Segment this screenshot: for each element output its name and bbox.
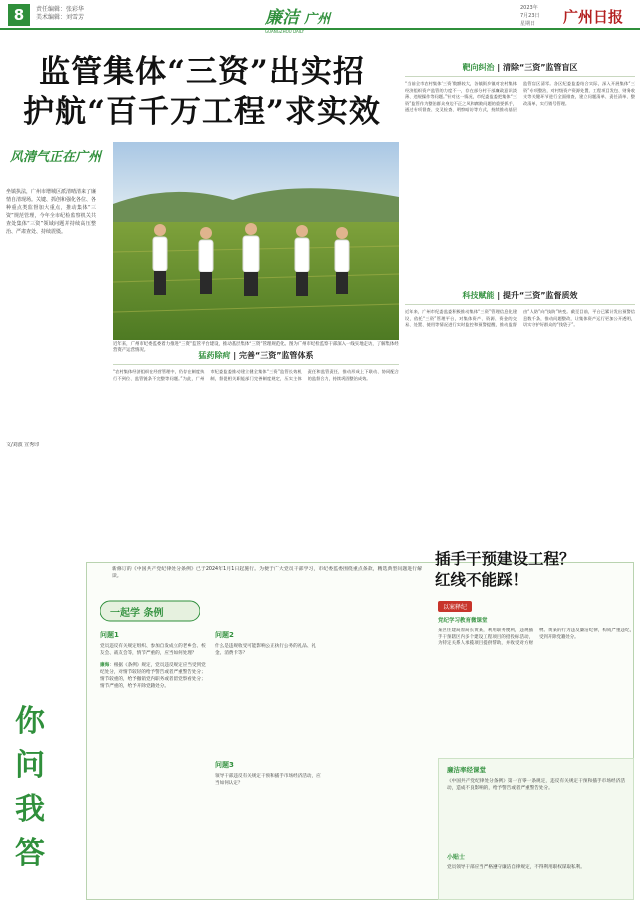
field-photo (113, 142, 399, 340)
feature-title: 插手干预建设工程？ 红线不能踩！ (435, 549, 575, 589)
lead-column: 坐镇执法，广州市增城区派清晴清来了廉情自清现场。关键、抓创和强化各位、各种重点类监督加大重点，推动集体“三资”规范管理，今年全市纪检监察机关共查处集体“三资”领域问题并持续高压整治、严肃查处、持续震慑。 文/刘波 宣秀印 (6, 189, 96, 448)
section-1: 靶向纠治 | 清除“三资”监管盲区 “当前全市农村集体‘三资’数额较大，各镇街乡镇对农村集体经济组织资产监管的力度不一，存在部分村干部廉政意识淡薄、违规操作等问题。”针对这一情况，市纪委监委把集体“三资”监管作为整治群众身边不正之风和腐败问题的重要抓手，通过专项督查、交叉检查、明察暗访等方式，持续推动基层监管盲区清零。各区纪委监委结合实际，深入开展集体“三资”专项整治，对村级资产资源处置、工程项目发包、财务收支等关键环节进行全面排查，建立问题清单、责任清单、整改清单，实行销号管理。 (405, 63, 635, 113)
case-banner: 一起学 条例 (100, 597, 200, 625)
question-3: 问题3 领导干部违反有关规定干预和插手市场经济活动，应当如何认定？ (215, 761, 321, 786)
case-intro: 新修订的《中国共产党纪律处分条例》已于2024年1月1日起施行。为便于广大党员干部学习，市纪委监委围绕重点条款，精选典型问题进行解读。 (112, 567, 422, 579)
editor-meta: 责任编辑：张彩华 美术编辑：刘雪芳 (36, 6, 85, 21)
feature-body: 以案释纪 党纪学习教育微课堂 某区住建局原局长黄某，利用职务便利，违规插手干预辖区内多个建设工程项目的招投标活动，为特定关系人承揽项目提供帮助，并收受对方财物。黄某的行为违反廉洁纪律，构成严重违纪，受到开除党籍处分。 (438, 594, 634, 778)
page-headline: 监管集体“三资”出实招 护航“百千万工程”求实效 (23, 54, 381, 130)
page-header (0, 0, 640, 34)
paper-name: 广州日报 (563, 8, 624, 26)
section-2: 科技赋能 | 提升“三资”监督质效 近年来，广州市纪委监委积极推动集体“三资”管理信息化建设，依托“三资”管理平台，对集体资产、资源、资金的交易、处置、使用等情况进行实时监控和预警提醒，推动监督由“人防”向“技防”转变。截至目前，平台已累计发出预警信息数千条，推动问题整改，让集体资产运行更加公开透明，切实守护好群众的“钱袋子”。 (405, 291, 635, 328)
question-1: 问题1 党员违反有关规定组织、参加自发成立的老乡会、校友会、战友会等，情节严重的，应当如何处理？ 廉海：根据《条例》规定，党员违反规定应当受到党纪处分，对情节较轻的给予警告或者严重警告处分；情节较重的，给予撤销党内职务或者留党察看处分；情节严重的，给予开除党籍处分。 (100, 631, 206, 689)
question-2: 问题2 什么是违规收受可能影响公正执行公务的礼品、礼金、消费卡等？ (215, 631, 317, 656)
tip-box: 廉洁率经课堂 《中国共产党纪律处分条例》第一百零一条规定，违反有关规定干预和插手市场经济活动，造成不良影响的，给予警告或者严重警告处分。 小贴士 党员领导干部应当严格遵守廉洁自律规定，不得利用职权谋取私利。 (438, 758, 634, 900)
page-number: 8 (8, 4, 30, 26)
section-3: 猛药除疴 | 完善“三资”监管体系 “农村集体经济组织在经营管理中，仍存在制度执行不到位、监管链条不完整等问题。”为此，广州市纪委监委推动建立健全集体“三资”监管长效机制，督促相关职能部门完善制度规定，压实主体责任和监管责任，推动形成上下联动、协同配合的监督合力，持续巩固整治成效。 (113, 351, 399, 381)
photo-caption: 近年来，广州市纪委监委着力推进“三资”监管平台建设，推动基层集体“三资”管理规范化。图为广州市纪检监察干部深入一线实地走访，了解集体经营资产运营情况。 (113, 342, 399, 353)
issue-date: 2023年 7月23日 星期日 (520, 5, 540, 27)
brand-logo: 廉洁 广州 GUANGZHOU DAILY (265, 8, 331, 34)
side-tag: 风清气正在广州 (10, 150, 102, 165)
vertical-label: 你问我答 (15, 704, 45, 871)
